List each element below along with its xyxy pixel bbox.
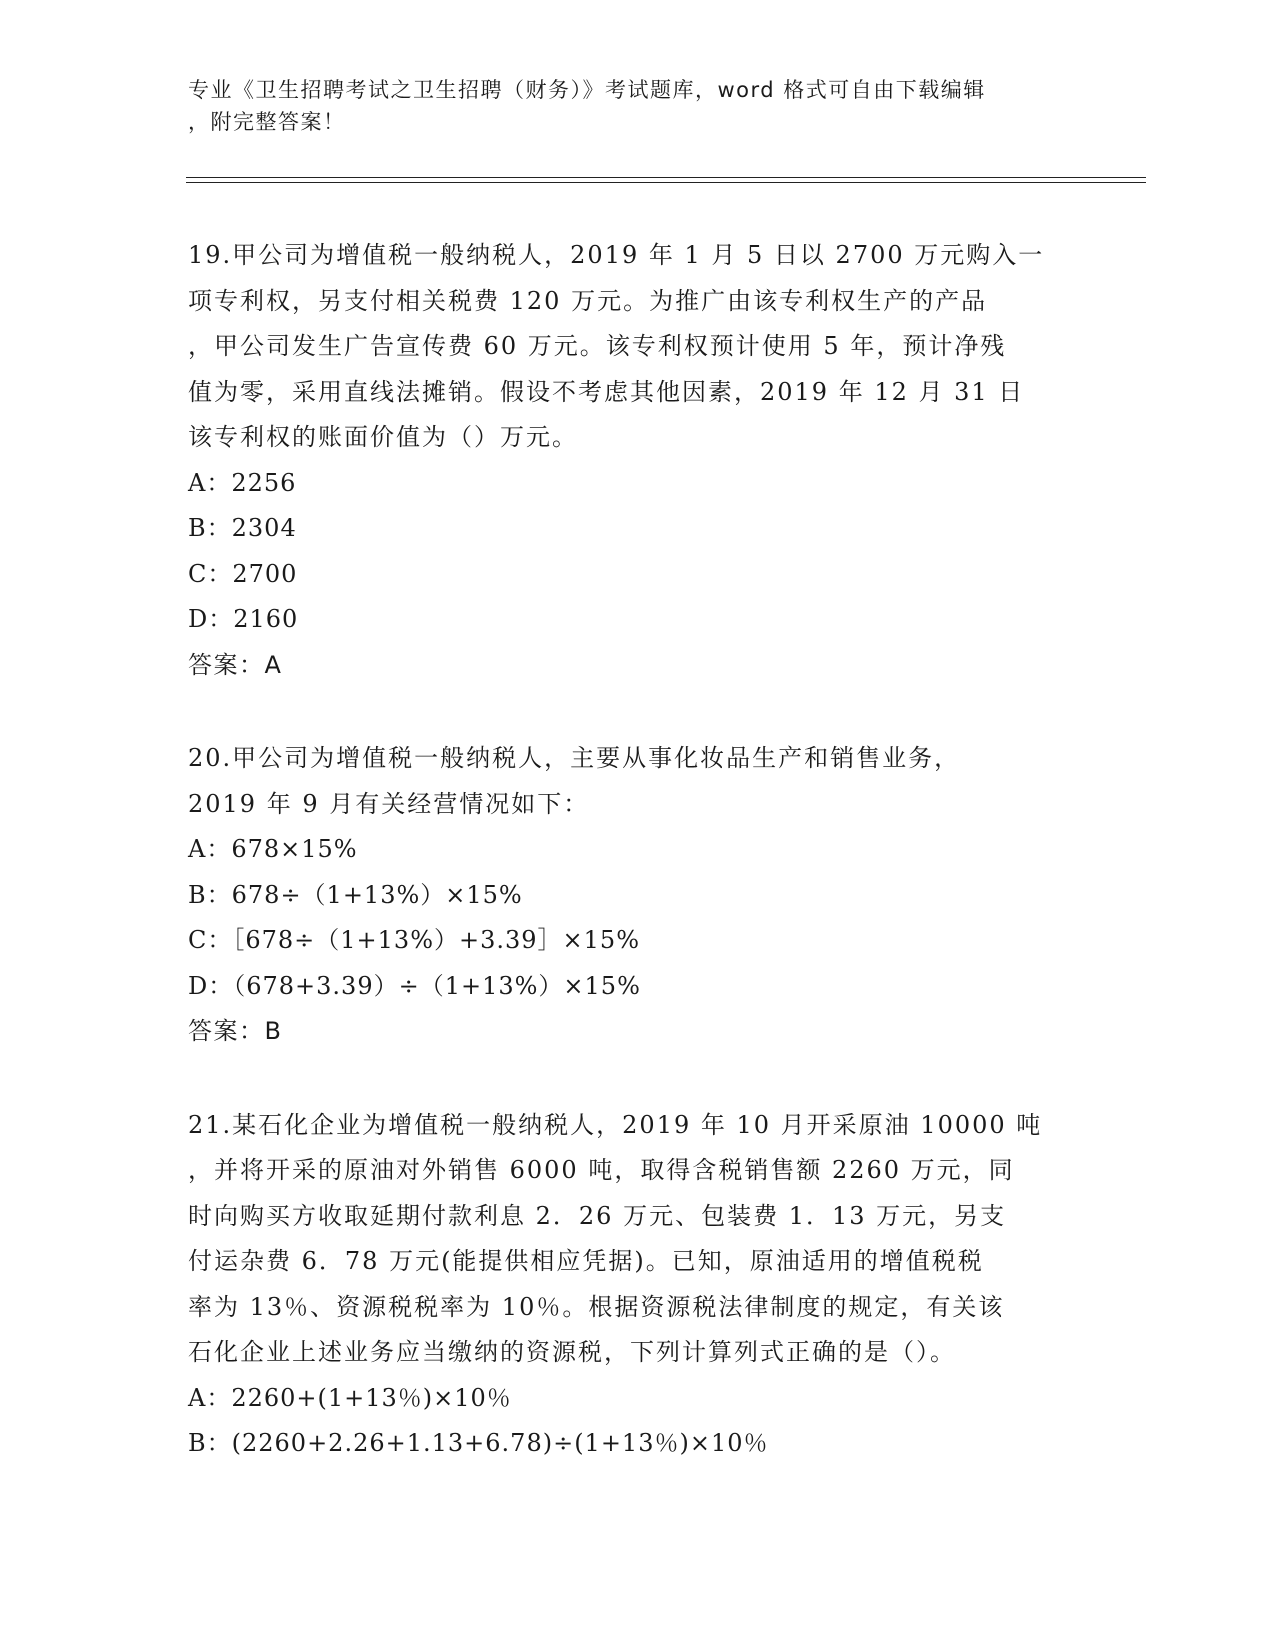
answer-line: 答案：A (188, 650, 283, 679)
stem-line: 项专利权，另支付相关税费 120 万元。为推广由该专利权生产的产品 (188, 286, 988, 315)
stem-line: 付运杂费 6．78 万元(能提供相应凭据)。已知，原油适用的增值税税 (188, 1247, 984, 1275)
question-20 (188, 736, 1068, 1055)
stem-line: ，并将开采的原油对外销售 6000 吨，取得含税销售额 2260 万元，同 (188, 1156, 1015, 1184)
stem-line: 2019 年 9 月有关经营情况如下： (188, 789, 590, 818)
question-stem (188, 1103, 1068, 1376)
option-d: D：2160 (188, 605, 299, 633)
option-b: B：678÷（1+13%）×15% (188, 880, 523, 909)
option-a: A：2260+(1+13％)×10％ (188, 1383, 512, 1412)
question-list (188, 233, 1068, 1515)
question-21 (188, 1103, 1068, 1467)
answer-line: 答案：B (188, 1017, 283, 1045)
header-divider-bottom (186, 182, 1146, 183)
question-stem (188, 736, 1068, 827)
document-header (188, 74, 1068, 138)
option-d: D：（678+3.39）÷（1+13%）×15% (188, 971, 641, 1000)
question-19 (188, 233, 1068, 688)
question-stem (188, 233, 1068, 461)
stem-line: 值为零，采用直线法摊销。假设不考虑其他因素，2019 年 12 月 31 日 (188, 377, 1025, 406)
option-b: B：2304 (188, 514, 297, 542)
stem-line: 19.甲公司为增值税一般纳税人，2019 年 1 月 5 日以 2700 万元购入一 (188, 241, 1045, 269)
stem-line: 率为 13％、资源税税率为 10％。根据资源税法律制度的规定，有关该 (188, 1292, 1005, 1321)
stem-line: ，甲公司发生广告宣传费 60 万元。该专利权预计使用 5 年，预计净残 (188, 332, 1007, 360)
stem-line: 21.某石化企业为增值税一般纳税人，2019 年 10 月开采原油 10000 吨 (188, 1110, 1043, 1139)
option-a: A：2256 (188, 468, 297, 497)
option-a: A：678×15% (188, 835, 358, 863)
stem-line: 石化企业上述业务应当缴纳的资源税，下列计算列式正确的是（）。 (188, 1338, 956, 1366)
header-line-2: ，附完整答案！ (188, 110, 346, 134)
stem-line: 时向购买方收取延期付款利息 2．26 万元、包装费 1．13 万元，另支 (188, 1201, 1007, 1230)
option-c: C：［678÷（1+13%）+3.39］×15% (188, 926, 641, 954)
option-b: B：(2260+2.26+1.13+6.78)÷(1+13％)×10％ (188, 1429, 769, 1457)
stem-line: 20.甲公司为增值税一般纳税人，主要从事化妆品生产和销售业务， (188, 744, 961, 772)
option-c: C：2700 (188, 559, 298, 588)
header-divider-top (186, 177, 1146, 178)
stem-line: 该专利权的账面价值为（）万元。 (188, 423, 578, 451)
header-line-1: 专业《卫生招聘考试之卫生招聘（财务）》考试题库，word 格式可自由下载编辑 (188, 78, 986, 102)
